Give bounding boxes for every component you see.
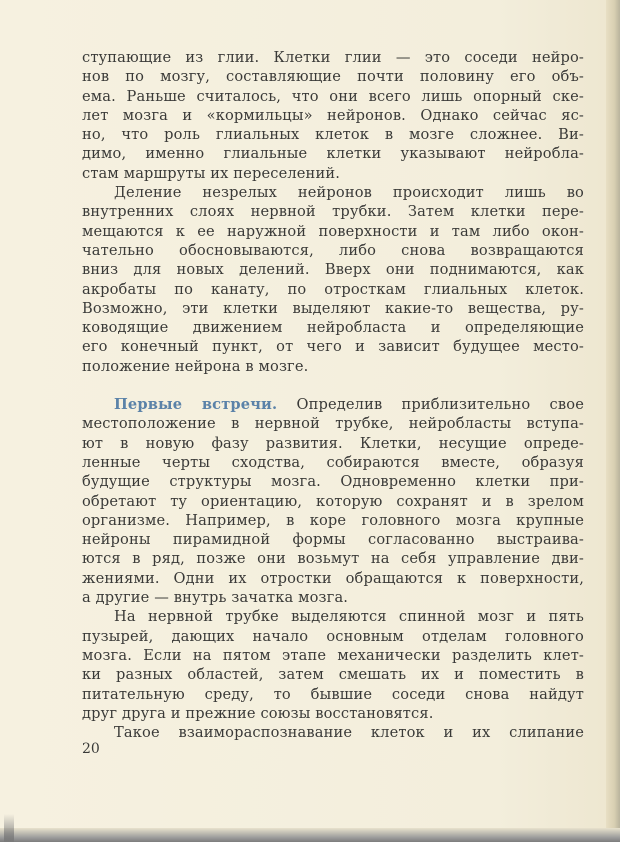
text-line [82, 395, 584, 414]
text-line: димо, именно глиальные клетки указывают нейробла- [82, 145, 584, 163]
text-line: ступающие из глии. Клетки глии — это соседи нейро- [82, 49, 584, 66]
text-line: нейроны пирамидной формы согласованно выстраива- [82, 531, 584, 549]
paragraph-2 [82, 183, 584, 376]
paragraph-1 [82, 48, 584, 183]
page-edge-shadow [606, 0, 620, 842]
text-line: будущие структуры мозга. Одновременно клетки при- [82, 473, 584, 491]
text-line: нов по мозгу, составляющие почти половину его объ- [82, 68, 584, 86]
text-line: вниз для новых делений. Вверх они поднимаются, как [82, 261, 584, 279]
text-line: акробаты по канату, по отросткам глиальных клеток. [82, 280, 584, 298]
text-line: стам маршруты их переселений. [82, 164, 340, 182]
text-line: друг друга и прежние союзы восстановятся. [82, 704, 434, 722]
text-line: но, что роль глиальных клеток в мозге сложнее. Ви- [82, 126, 584, 144]
text-line: ют в новую фазу развития. Клетки, несущие опреде- [82, 434, 584, 452]
paragraph-3 [82, 395, 584, 607]
text-line: Возможно, эти клетки выделяют какие-то вещества, ру- [82, 299, 584, 317]
text-line: а другие — внутрь зачатка мозга. [82, 589, 349, 607]
section-heading: Первые встречи. [114, 396, 278, 414]
text-line: лет мозга и «кормильцы» нейронов. Однако сейчас яс- [82, 106, 584, 124]
text-line: На нервной трубке выделяются спинной мозг и пять [114, 608, 584, 626]
text-line: чательно обосновываются, либо снова возвращаются [82, 241, 584, 259]
text-line: мозга. Если на пятом этапе механически разделить клет- [82, 646, 584, 664]
text-line: жениями. Одни их отростки обращаются к поверхности, [82, 569, 584, 587]
heading-line-rest: Определив приблизительно свое [277, 396, 584, 414]
body-text [82, 48, 584, 742]
text-line: Такое взаимораспознавание клеток и их слипание [114, 724, 584, 742]
text-line: пузырей, дающих начало основным отделам головного [82, 627, 584, 645]
text-line: ленные черты сходства, собираются вместе, образуя [82, 453, 584, 471]
paragraph-4 [82, 607, 584, 723]
text-line: обретают ту ориентацию, которую сохранят и в зрелом [82, 492, 584, 510]
text-line: ководящие движением нейробласта и определяющие [82, 319, 584, 337]
text-line: его конечный пункт, от чего и зависит будущее место- [82, 338, 584, 356]
text-line: ема. Раньше считалось, что они всего лишь опорный ске- [82, 87, 584, 105]
text-line: ки разных областей, затем смешать их и поместить в [82, 666, 584, 684]
text-line: мещаются к ее наружной поверхности и там либо окон- [82, 222, 584, 240]
text-line: питательную среду, то бывшие соседи снова найдут [82, 685, 584, 703]
text-line: Деление незрелых нейронов происходит лишь во [114, 184, 584, 202]
page-number: 20 [82, 741, 100, 757]
text-line: положение нейрона в мозге. [82, 357, 309, 375]
section-gap [82, 376, 584, 395]
text-line: организме. Например, в коре головного мозга крупные [82, 511, 584, 529]
text-line: внутренних слоях нервной трубки. Затем клетки пере- [82, 203, 584, 221]
text-line: ются в ряд, позже они возьмут на себя управление дви- [82, 550, 584, 568]
scan-corner-shadow [4, 814, 14, 842]
text-line: местоположение в нервной трубке, нейробласты вступа- [82, 415, 584, 433]
scan-bottom-edge [0, 828, 620, 842]
paragraph-5 [82, 723, 584, 742]
